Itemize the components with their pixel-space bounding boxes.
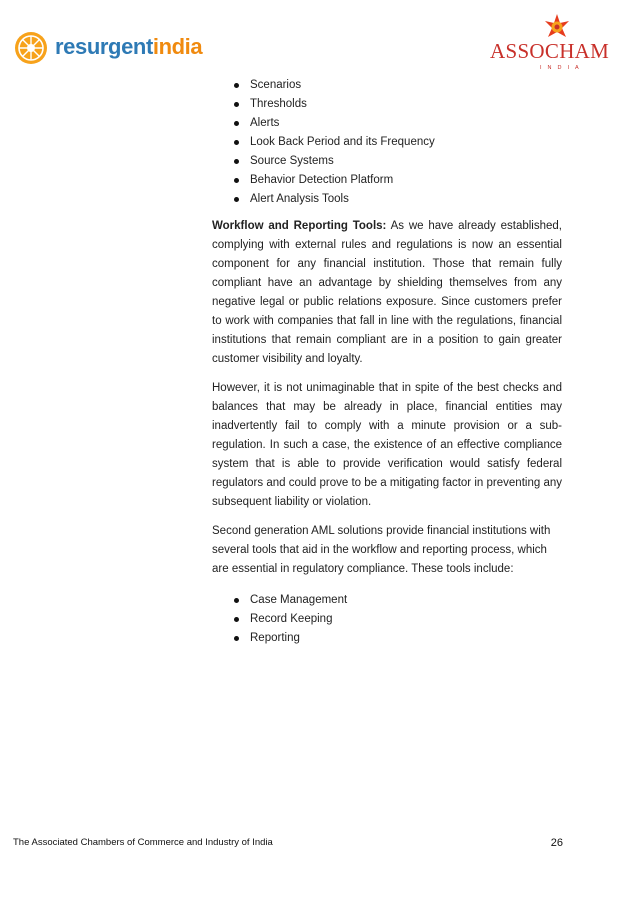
list-item: Behavior Detection Platform (212, 171, 562, 190)
list-item: Alert Analysis Tools (212, 190, 562, 209)
workflow-paragraph (212, 217, 562, 369)
bullet-icon (234, 83, 239, 88)
sun-emblem-icon (13, 30, 49, 66)
page-number: 26 (550, 837, 563, 849)
tools-intro-paragraph: Second generation AML solutions provide financial institutions with several tools that aid in the workflow and reporting process, which are essential in regulatory compliance. These tools include: (212, 525, 551, 575)
bullet-icon (234, 159, 239, 164)
list-item: Alerts (212, 114, 562, 133)
assocham-name: ASSOCHAM (490, 39, 610, 63)
bullet-icon (234, 178, 239, 183)
brand-name: resurgentindia (55, 34, 203, 59)
resurgent-india-logo (13, 28, 213, 73)
list-item: Look Back Period and its Frequency (212, 133, 562, 152)
bullet-icon (234, 102, 239, 107)
footer-org-name: The Associated Chambers of Commerce and Industry of India (13, 837, 273, 848)
main-content (212, 76, 562, 648)
assocham-subtitle: INDIA (540, 65, 585, 71)
list-item: Record Keeping (212, 610, 562, 629)
page-footer (13, 837, 563, 848)
assocham-logo (490, 13, 630, 73)
list-item: Source Systems (212, 152, 562, 171)
features-list (212, 76, 562, 209)
tools-list (212, 591, 562, 648)
list-item: Case Management (212, 591, 562, 610)
workflow-text: As we have already established, complying with external rules and regulations is now an essential component for any financial institution. Those that remain fully compliant have an advantage by shielding themselves from any negative legal or public relations exposure. Since customers prefer to work with companies that fall in line with the regulations, financial institutions that remain compliant are in a position to gain greater customer visibility and loyalty. (212, 220, 562, 365)
bullet-icon (234, 197, 239, 202)
list-item: Scenarios (212, 76, 562, 95)
workflow-heading: Workflow and Reporting Tools: (212, 220, 387, 232)
star-emblem-icon (540, 13, 574, 41)
bullet-icon (234, 636, 239, 641)
bullet-icon (234, 617, 239, 622)
bullet-icon (234, 598, 239, 603)
bullet-icon (234, 140, 239, 145)
list-item: Reporting (212, 629, 562, 648)
compliance-paragraph: However, it is not unimaginable that in spite of the best checks and balances that may be already in place, financial entities may inadvertently fail to comply with a minute provision or a sub-regulation. In such a case, the existence of an effective compliance system that is able to provide verification would satisfy federal regulators and could prove to be a mitigating factor in preventing any subsequent liability or violation. (212, 382, 562, 508)
list-item: Thresholds (212, 95, 562, 114)
bullet-icon (234, 121, 239, 126)
